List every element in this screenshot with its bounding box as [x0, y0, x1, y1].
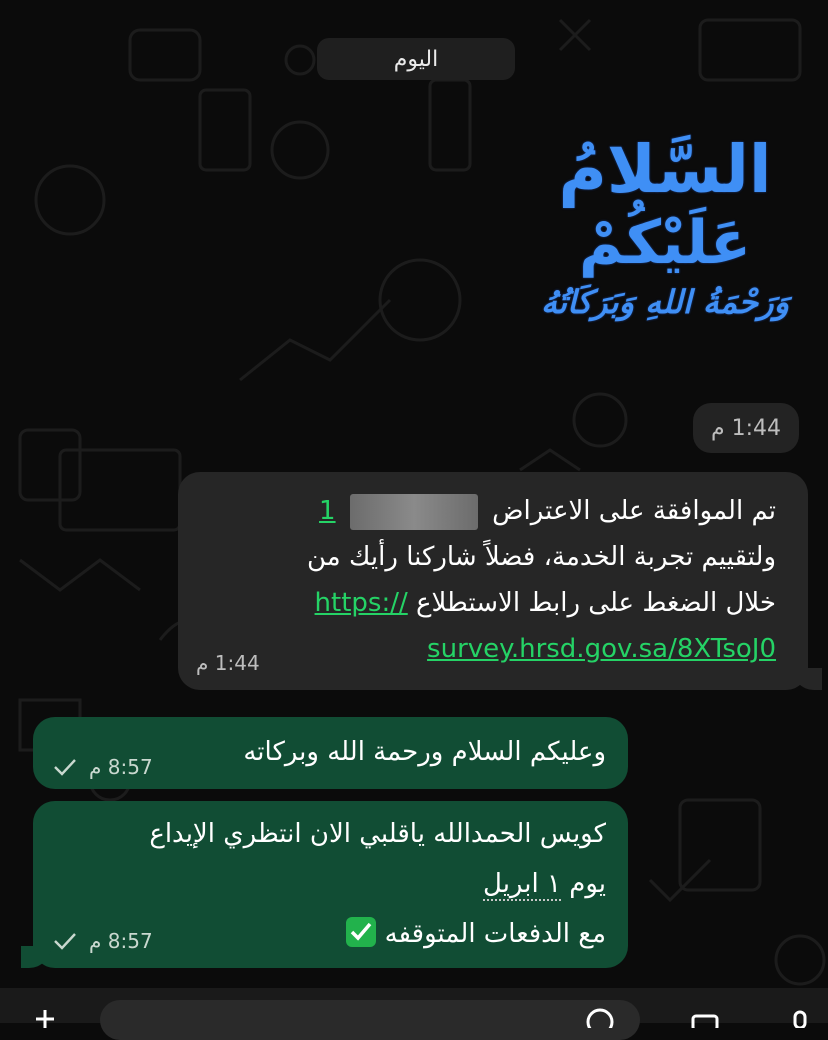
camera-icon[interactable] — [690, 1008, 720, 1028]
incoming-message-text — [196, 488, 776, 672]
bubble-tail — [792, 668, 822, 690]
microphone-icon[interactable] — [785, 1008, 815, 1028]
outgoing-message-meta — [53, 755, 153, 779]
attachment-icon[interactable] — [30, 1008, 60, 1028]
outgoing-message-meta-2 — [53, 929, 153, 953]
outgoing-2-line-2: يوم ١ ابريل — [483, 869, 606, 899]
checkmark-icon — [53, 758, 77, 776]
greeting-line-3: وَرَحْمَةُ اللهِ وَبَرَكَاتُهُ — [540, 283, 790, 321]
outgoing-message-text: وعليكم السلام ورحمة الله وبركاته — [243, 737, 606, 767]
outgoing-time-2: 8:57 م — [89, 929, 153, 953]
incoming-line-3: خلال الضغط على رابط الاستطلاع https:// — [314, 588, 776, 618]
outgoing-time: 8:57 م — [89, 755, 153, 779]
image-timestamp — [693, 403, 799, 453]
incoming-message-bubble[interactable] — [178, 472, 808, 690]
date-separator — [317, 38, 515, 80]
outgoing-message-bubble-2[interactable] — [33, 801, 628, 968]
checkmark-icon — [53, 932, 77, 950]
date-detected-link[interactable]: ١ ابريل — [483, 869, 561, 899]
date-separator-label: اليوم — [393, 46, 439, 72]
message-input[interactable] — [100, 1000, 640, 1040]
incoming-line-1-number: 1 — [319, 496, 336, 526]
outgoing-message-bubble[interactable] — [33, 717, 628, 789]
incoming-message-time: 1:44 م — [196, 651, 260, 675]
incoming-line-4 — [196, 626, 776, 672]
survey-link-part-1[interactable]: https:// — [314, 588, 408, 618]
greeting-line-2: عَلَيْكُمْ — [579, 208, 751, 278]
greeting-image[interactable] — [520, 132, 810, 382]
incoming-line-1: تم الموافقة على الاعتراض 1 — [196, 488, 776, 534]
outgoing-2-line-3: مع الدفعات المتوقفه — [46, 909, 606, 959]
greeting-line-1: السَّلامُ — [558, 131, 772, 208]
sticker-icon[interactable] — [585, 1008, 615, 1028]
redacted-number — [350, 494, 478, 530]
check-emoji-icon — [346, 917, 376, 947]
image-time-label: 1:44 م — [710, 415, 782, 441]
outgoing-2-line-1: كويس الحمدالله ياقلبي الان انتظري الإيداع — [149, 819, 606, 849]
survey-link-part-2[interactable]: survey.hrsd.gov.sa/8XTsoJ0 — [427, 634, 776, 664]
incoming-line-2: ولتقييم تجربة الخدمة، فضلاً شاركنا رأيك من — [307, 542, 776, 572]
